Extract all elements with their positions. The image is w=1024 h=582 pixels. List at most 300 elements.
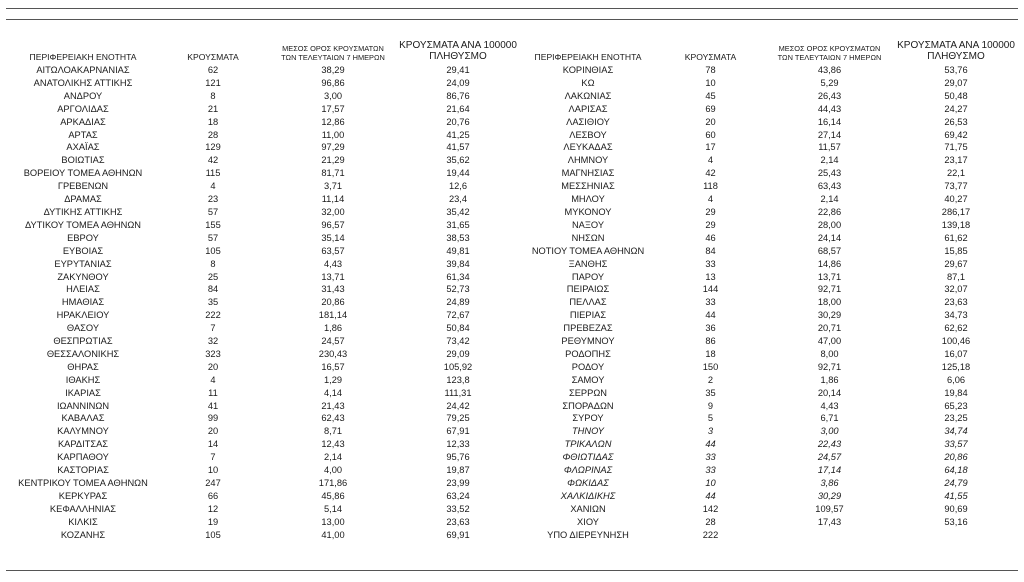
left-per100k-cell: 29,41 xyxy=(446,65,470,75)
right-cases-cell: 144 xyxy=(702,284,719,295)
right-cases-cell: 45 xyxy=(705,90,716,101)
table-row xyxy=(8,193,1016,206)
left-per100k-cell: 86,76 xyxy=(446,90,470,101)
right-cases-cell: 42 xyxy=(705,168,716,179)
left-per100k-cell: 69,91 xyxy=(446,529,470,540)
right-cases-cell: 10 xyxy=(705,77,716,88)
table-row xyxy=(8,116,1016,129)
right-per100k-cell: 71,75 xyxy=(944,142,968,153)
left-region-cell: ΔΥΤΙΚΟΥ ΤΟΜΕΑ ΑΘΗΝΩΝ xyxy=(24,219,142,230)
left-cases-cell: 35 xyxy=(207,297,219,308)
right-avg7-cell: 16,14 xyxy=(817,116,842,127)
left-avg7-cell: 96,57 xyxy=(321,219,345,230)
left-region-cell: ΙΘΑΚΗΣ xyxy=(65,374,101,385)
right-region-cell: ΦΘΙΩΤΙΔΑΣ xyxy=(562,452,614,463)
left-per100k-cell: 20,76 xyxy=(446,116,470,127)
right-avg7-cell: 43,86 xyxy=(817,65,842,75)
left-region-cell: ΗΛΕΙΑΣ xyxy=(66,284,100,295)
left-region-cell: ΘΑΣΟΥ xyxy=(66,323,100,334)
left-avg7-cell: 3,71 xyxy=(323,181,343,192)
left-avg7-cell: 16,57 xyxy=(321,361,345,372)
header-cases-left: ΚΡΟΥΣΜΑΤΑ xyxy=(187,52,239,62)
left-avg7-cell: 12,86 xyxy=(321,116,345,127)
left-cases-cell: 4 xyxy=(210,181,216,192)
right-cases-cell: 44 xyxy=(705,490,716,501)
right-region-cell: ΜΗΛΟΥ xyxy=(571,194,605,205)
table-row xyxy=(8,374,1016,387)
right-cases-cell: 86 xyxy=(705,336,716,347)
right-region-cell: ΛΑΡΙΣΑΣ xyxy=(568,103,608,114)
left-avg7-cell: 4,00 xyxy=(323,465,343,476)
right-avg7-cell: 8,00 xyxy=(820,348,839,359)
right-per100k-cell: 33,57 xyxy=(944,439,968,450)
right-per100k-cell xyxy=(896,529,1016,542)
right-per100k-cell: 125,18 xyxy=(941,361,971,372)
left-cases-cell: 42 xyxy=(207,155,219,166)
right-per100k-cell: 22,1 xyxy=(946,168,966,179)
left-cases-cell: 323 xyxy=(205,348,221,359)
left-cases-cell: 20 xyxy=(207,361,219,372)
right-cases-cell: 5 xyxy=(707,413,714,424)
right-avg7-cell: 92,71 xyxy=(817,284,842,295)
right-cases-cell: 18 xyxy=(705,348,716,359)
left-avg7-cell: 21,29 xyxy=(321,155,345,166)
top-rule xyxy=(6,8,1018,9)
left-per100k-cell: 52,73 xyxy=(446,284,470,295)
left-avg7-cell: 62,43 xyxy=(321,413,345,424)
left-per100k-cell: 23,99 xyxy=(446,478,470,488)
left-region-cell: ΑΝΔΡΟΥ xyxy=(63,90,103,101)
right-avg7-cell: 22,43 xyxy=(817,439,842,450)
table-row xyxy=(8,141,1016,154)
right-avg7-cell: 1,86 xyxy=(820,374,839,385)
table-row xyxy=(8,477,1016,490)
right-per100k-cell: 50,48 xyxy=(944,90,968,101)
left-cases-cell: 21 xyxy=(207,103,219,114)
left-region-cell: ΚΕΡΚΥΡΑΣ xyxy=(58,490,108,501)
right-avg7-cell: 17,14 xyxy=(817,465,842,476)
left-cases-cell: 19 xyxy=(207,516,219,527)
right-cases-cell: 33 xyxy=(705,452,716,463)
right-per100k-cell: 20,86 xyxy=(944,452,968,463)
right-cases-cell: 33 xyxy=(705,297,716,308)
left-per100k-cell: 111,31 xyxy=(444,387,472,398)
table-row xyxy=(8,335,1016,348)
right-per100k-cell: 34,73 xyxy=(944,310,968,321)
left-per100k-cell: 39,84 xyxy=(446,258,470,269)
header-per100k-left: ΚΡΟΥΣΜΑΤΑ ΑΝΑ 100000 ΠΛΗΘΥΣΜΟ xyxy=(399,40,517,62)
left-region-cell: ΚΑΒΑΛΑΣ xyxy=(61,413,105,424)
left-avg7-cell: 17,57 xyxy=(321,103,345,114)
left-avg7-cell: 13,00 xyxy=(321,516,345,527)
right-cases-cell: 29 xyxy=(705,206,716,217)
left-avg7-cell: 96,86 xyxy=(321,77,345,88)
right-per100k-cell: 100,46 xyxy=(941,336,971,347)
table-row xyxy=(8,361,1016,374)
right-cases-cell: 150 xyxy=(702,361,719,372)
left-region-cell: ΚΑΡΠΑΘΟΥ xyxy=(57,452,109,463)
left-cases-cell: 57 xyxy=(207,232,219,243)
left-per100k-cell: 63,24 xyxy=(446,490,470,501)
table-row xyxy=(8,309,1016,322)
left-region-cell: ΙΚΑΡΙΑΣ xyxy=(65,387,101,398)
left-per100k-cell: 50,84 xyxy=(446,323,470,334)
right-cases-cell: 2 xyxy=(707,374,714,385)
left-avg7-cell: 1,29 xyxy=(323,374,343,385)
left-region-cell: ΕΥΡΥΤΑΝΙΑΣ xyxy=(54,258,112,269)
right-avg7-cell: 3,86 xyxy=(820,478,839,488)
left-cases-cell: 41 xyxy=(207,400,219,411)
right-per100k-cell: 286,17 xyxy=(941,206,971,217)
left-cases-cell: 105 xyxy=(205,245,221,256)
left-avg7-cell: 4,14 xyxy=(323,387,343,398)
right-cases-cell: 69 xyxy=(705,103,716,114)
left-region-cell: ΚΟΖΑΝΗΣ xyxy=(60,529,106,540)
left-avg7-cell: 20,86 xyxy=(321,297,345,308)
left-cases-cell: 10 xyxy=(207,465,219,476)
cases-by-region-table xyxy=(8,40,1016,542)
table-row xyxy=(8,180,1016,193)
left-cases-cell: 8 xyxy=(210,258,216,269)
right-per100k-cell: 90,69 xyxy=(944,503,968,514)
left-per100k-cell: 35,42 xyxy=(446,206,470,217)
table-row xyxy=(8,103,1016,116)
table-row xyxy=(8,167,1016,180)
left-avg7-cell: 63,57 xyxy=(321,245,345,256)
right-per100k-cell: 23,63 xyxy=(944,297,968,308)
left-region-cell: ΚΕΝΤΡΙΚΟΥ ΤΟΜΕΑ ΑΘΗΝΩΝ xyxy=(18,478,148,488)
right-per100k-cell: 69,42 xyxy=(944,129,968,140)
table-row xyxy=(8,90,1016,103)
table-row xyxy=(8,258,1016,271)
right-region-cell: ΛΑΚΩΝΙΑΣ xyxy=(564,90,612,101)
right-avg7-cell: 4,43 xyxy=(820,400,839,411)
right-region-cell: ΠΑΡΟΥ xyxy=(571,271,605,282)
header-region-right: ΠΕΡΙΦΕΡΕΙΑΚΗ ΕΝΟΤΗΤΑ xyxy=(534,52,642,62)
right-region-cell: ΛΕΣΒΟΥ xyxy=(569,129,607,140)
left-region-cell: ΑΡΓΟΛΙΔΑΣ xyxy=(57,103,109,114)
right-avg7-cell: 14,86 xyxy=(817,258,842,269)
left-region-cell: ΗΜΑΘΙΑΣ xyxy=(61,297,105,308)
right-avg7-cell: 2,14 xyxy=(820,155,839,166)
left-region-cell: ΕΥΒΟΙΑΣ xyxy=(62,245,104,256)
left-region-cell: ΔΥΤΙΚΗΣ ΑΤΤΙΚΗΣ xyxy=(43,206,123,217)
right-per100k-cell: 53,16 xyxy=(944,516,968,527)
right-per100k-cell: 23,17 xyxy=(944,155,968,166)
left-avg7-cell: 2,14 xyxy=(323,452,343,463)
right-avg7-cell: 20,14 xyxy=(817,387,842,398)
right-per100k-cell: 64,18 xyxy=(944,465,968,476)
right-region-cell: ΛΗΜΝΟΥ xyxy=(567,155,609,166)
right-avg7-cell: 24,57 xyxy=(817,452,842,463)
left-cases-cell: 121 xyxy=(205,77,221,88)
right-avg7-cell: 20,71 xyxy=(817,323,842,334)
right-cases-cell: 78 xyxy=(705,65,716,75)
header-row xyxy=(8,40,1016,64)
right-avg7-cell: 27,14 xyxy=(817,129,842,140)
left-avg7-cell: 230,43 xyxy=(318,348,348,359)
table-row xyxy=(8,283,1016,296)
left-region-cell: ΓΡΕΒΕΝΩΝ xyxy=(57,181,109,192)
right-per100k-cell: 41,55 xyxy=(944,490,968,501)
table-row xyxy=(8,154,1016,167)
left-cases-cell: 4 xyxy=(210,374,216,385)
left-region-cell: ΘΕΣΠΡΩΤΙΑΣ xyxy=(53,336,113,347)
right-avg7-cell: 2,14 xyxy=(820,194,839,205)
left-avg7-cell: 38,29 xyxy=(321,65,345,75)
right-region-cell: ΦΩΚΙΔΑΣ xyxy=(567,478,609,488)
right-per100k-cell: 24,27 xyxy=(944,103,968,114)
header-per100k-right: ΚΡΟΥΣΜΑΤΑ ΑΝΑ 100000 ΠΛΗΘΥΣΜΟ xyxy=(897,40,1015,62)
left-per100k-cell: 23,63 xyxy=(446,516,470,527)
table-row xyxy=(8,412,1016,425)
right-region-cell: ΣΕΡΡΩΝ xyxy=(568,387,607,398)
left-per100k-cell: 79,25 xyxy=(446,413,470,424)
right-per100k-cell: 53,76 xyxy=(944,65,968,75)
right-avg7-cell: 30,29 xyxy=(817,490,842,501)
right-cases-cell: 29 xyxy=(705,219,716,230)
left-avg7-cell: 11,00 xyxy=(321,129,345,140)
right-avg7-cell: 18,00 xyxy=(817,297,842,308)
left-region-cell: ΑΡΤΑΣ xyxy=(68,129,98,140)
right-avg7-cell xyxy=(763,529,896,542)
left-region-cell: ΑΧΑΪΑΣ xyxy=(66,142,100,153)
left-per100k-cell: 38,53 xyxy=(446,232,470,243)
right-cases-cell: 60 xyxy=(705,129,716,140)
left-region-cell: ΚΑΡΔΙΤΣΑΣ xyxy=(57,439,109,450)
right-region-cell: ΡΟΔΟΥ xyxy=(571,361,605,372)
left-region-cell: ΑΙΤΩΛΟΑΚΑΡΝΑΝΙΑΣ xyxy=(36,65,130,75)
left-avg7-cell: 45,86 xyxy=(321,490,345,501)
left-region-cell: ΖΑΚΥΝΘΟΥ xyxy=(57,271,109,282)
right-avg7-cell: 28,00 xyxy=(817,219,842,230)
left-per100k-cell: 12,6 xyxy=(448,181,468,192)
left-per100k-cell: 123,8 xyxy=(446,374,470,385)
right-cases-cell: 9 xyxy=(707,400,714,411)
right-cases-cell: 13 xyxy=(705,271,716,282)
left-per100k-cell: 73,42 xyxy=(446,336,470,347)
left-avg7-cell: 171,86 xyxy=(318,478,348,488)
right-avg7-cell: 25,43 xyxy=(817,168,842,179)
right-region-cell: ΝΑΞΟΥ xyxy=(571,219,605,230)
right-avg7-cell: 47,00 xyxy=(817,336,842,347)
right-cases-cell: 33 xyxy=(705,258,716,269)
right-region-cell: ΠΕΛΛΑΣ xyxy=(569,297,607,308)
header-rule xyxy=(6,19,1018,20)
left-cases-cell: 12 xyxy=(207,503,219,514)
right-per100k-cell: 61,62 xyxy=(944,232,968,243)
right-cases-cell: 36 xyxy=(705,323,716,334)
table-row xyxy=(8,232,1016,245)
left-avg7-cell: 81,71 xyxy=(321,168,345,179)
left-cases-cell: 84 xyxy=(207,284,219,295)
table-row xyxy=(8,529,1016,542)
right-cases-cell: 33 xyxy=(705,465,716,476)
right-cases-cell: 84 xyxy=(705,245,716,256)
left-avg7-cell: 31,43 xyxy=(321,284,345,295)
left-region-cell: ΘΕΣΣΑΛΟΝΙΚΗΣ xyxy=(46,348,120,359)
left-per100k-cell: 67,91 xyxy=(446,426,470,437)
table-row xyxy=(8,503,1016,516)
table-row xyxy=(8,438,1016,451)
left-cases-cell: 14 xyxy=(207,439,219,450)
left-avg7-cell: 24,57 xyxy=(321,336,345,347)
left-cases-cell: 20 xyxy=(207,426,219,437)
left-cases-cell: 25 xyxy=(207,271,219,282)
left-avg7-cell: 4,43 xyxy=(323,258,343,269)
left-cases-cell: 105 xyxy=(205,529,221,540)
right-region-cell: ΚΩ xyxy=(581,77,595,88)
right-per100k-cell: 65,23 xyxy=(944,400,968,411)
table-row xyxy=(8,219,1016,232)
right-avg7-cell: 3,00 xyxy=(820,426,839,437)
left-cases-cell: 222 xyxy=(205,310,221,321)
right-cases-cell: 10 xyxy=(705,478,716,488)
left-cases-cell: 18 xyxy=(207,116,219,127)
right-cases-cell: 35 xyxy=(705,387,716,398)
right-cases-cell: 28 xyxy=(705,516,716,527)
left-avg7-cell: 11,14 xyxy=(321,194,345,205)
table-row xyxy=(8,516,1016,529)
right-per100k-cell: 16,07 xyxy=(944,348,968,359)
right-avg7-cell: 68,57 xyxy=(817,245,842,256)
left-cases-cell: 28 xyxy=(207,129,219,140)
left-per100k-cell: 12,33 xyxy=(446,439,470,450)
right-per100k-cell: 24,79 xyxy=(944,478,968,488)
right-cases-cell: 44 xyxy=(705,439,716,450)
right-per100k-cell: 87,1 xyxy=(946,271,966,282)
right-avg7-cell: 63,43 xyxy=(817,181,842,192)
right-region-cell: ΡΕΘΥΜΝΟΥ xyxy=(561,336,615,347)
right-region-cell: ΦΛΩΡΙΝΑΣ xyxy=(563,465,613,476)
left-cases-cell: 57 xyxy=(207,206,219,217)
right-region-cell: ΡΟΔΟΠΗΣ xyxy=(565,348,611,359)
right-per100k-cell: 73,77 xyxy=(944,181,968,192)
left-region-cell: ΘΗΡΑΣ xyxy=(67,361,99,372)
left-avg7-cell: 21,43 xyxy=(321,400,345,411)
left-per100k-cell: 19,44 xyxy=(446,168,470,179)
left-per100k-cell: 31,65 xyxy=(446,219,470,230)
right-cases-cell: 222 xyxy=(702,529,719,540)
left-per100k-cell: 24,89 xyxy=(446,297,470,308)
right-cases-cell: 44 xyxy=(705,310,716,321)
right-per100k-cell: 19,84 xyxy=(944,387,968,398)
right-region-cell: ΤΗΝΟΥ xyxy=(571,426,605,437)
right-cases-cell: 142 xyxy=(702,503,719,514)
right-cases-cell: 4 xyxy=(707,155,714,166)
table-row xyxy=(8,129,1016,142)
left-region-cell: ΒΟΡΕΙΟΥ ΤΟΜΕΑ ΑΘΗΝΩΝ xyxy=(23,168,143,179)
table-row xyxy=(8,464,1016,477)
right-avg7-cell: 11,57 xyxy=(818,142,841,153)
right-avg7-cell: 5,29 xyxy=(820,77,839,88)
right-avg7-cell: 6,71 xyxy=(820,413,839,424)
left-cases-cell: 155 xyxy=(205,219,221,230)
table-row xyxy=(8,348,1016,361)
table-row xyxy=(8,425,1016,438)
table-row xyxy=(8,387,1016,400)
right-avg7-cell: 24,14 xyxy=(817,232,842,243)
left-cases-cell: 66 xyxy=(207,490,219,501)
table-row xyxy=(8,64,1016,77)
right-region-cell: ΜΥΚΟΝΟΥ xyxy=(564,206,612,217)
left-per100k-cell: 24,42 xyxy=(446,400,470,411)
right-region-cell: ΞΑΝΘΗΣ xyxy=(568,258,608,269)
left-cases-cell: 23 xyxy=(207,194,219,205)
right-per100k-cell: 23,25 xyxy=(944,413,968,424)
right-avg7-cell: 17,43 xyxy=(817,516,842,527)
left-avg7-cell: 32,00 xyxy=(321,206,345,217)
left-region-cell: ΗΡΑΚΛΕΙΟΥ xyxy=(56,310,110,321)
left-per100k-cell: 35,62 xyxy=(446,155,470,166)
left-avg7-cell: 5,14 xyxy=(323,503,343,514)
left-per100k-cell: 49,81 xyxy=(446,245,470,256)
header-cases-right: ΚΡΟΥΣΜΑΤΑ xyxy=(684,52,737,62)
right-cases-cell: 20 xyxy=(705,116,716,127)
table-row xyxy=(8,296,1016,309)
table-row xyxy=(8,77,1016,90)
right-per100k-cell: 15,85 xyxy=(944,245,968,256)
right-cases-cell: 118 xyxy=(703,181,718,192)
left-region-cell: ΚΕΦΑΛΛΗΝΙΑΣ xyxy=(49,503,117,514)
right-avg7-cell: 44,43 xyxy=(817,103,842,114)
right-region-cell: ΣΥΡΟΥ xyxy=(572,413,604,424)
left-avg7-cell: 1,86 xyxy=(323,323,343,334)
right-cases-cell: 3 xyxy=(707,426,714,437)
right-avg7-cell: 26,43 xyxy=(817,90,842,101)
left-region-cell: ΕΒΡΟΥ xyxy=(67,232,99,243)
right-per100k-cell: 29,07 xyxy=(944,77,968,88)
header-avg7-right: ΜΕΣΟΣ ΟΡΟΣ ΚΡΟΥΣΜΑΤΩΝ ΤΩΝ ΤΕΛΕΥΤΑΙΩΝ 7 ΗΜΕΡΩΝ xyxy=(777,44,882,62)
right-region-cell: ΠΙΕΡΙΑΣ xyxy=(569,310,607,321)
left-per100k-cell: 23,4 xyxy=(448,194,468,205)
right-per100k-cell: 62,62 xyxy=(944,323,968,334)
left-cases-cell: 11 xyxy=(208,387,218,398)
left-avg7-cell: 41,00 xyxy=(321,529,345,540)
left-per100k-cell: 72,67 xyxy=(446,310,470,321)
right-region-cell: ΧΑΛΚΙΔΙΚΗΣ xyxy=(560,490,616,501)
right-region-cell: ΜΕΣΣΗΝΙΑΣ xyxy=(561,181,615,192)
right-per100k-cell: 32,07 xyxy=(944,284,968,295)
left-avg7-cell: 8,71 xyxy=(323,426,343,437)
right-region-cell: ΥΠΟ ΔΙΕΡΕΥΝΗΣΗ xyxy=(547,529,629,540)
header-region-left: ΠΕΡΙΦΕΡΕΙΑΚΗ ΕΝΟΤΗΤΑ xyxy=(29,52,137,62)
right-region-cell: ΣΑΜΟΥ xyxy=(571,374,605,385)
left-avg7-cell: 12,43 xyxy=(321,439,345,450)
right-avg7-cell: 92,71 xyxy=(817,361,842,372)
right-region-cell: ΚΟΡΙΝΘΙΑΣ xyxy=(562,65,614,75)
right-per100k-cell: 29,67 xyxy=(944,258,968,269)
left-region-cell: ΑΡΚΑΔΙΑΣ xyxy=(60,116,106,127)
table-row xyxy=(8,400,1016,413)
table-row xyxy=(8,322,1016,335)
left-avg7-cell: 3,00 xyxy=(323,90,343,101)
right-avg7-cell: 22,86 xyxy=(817,206,842,217)
table-row xyxy=(8,490,1016,503)
right-per100k-cell: 139,18 xyxy=(941,219,971,230)
left-region-cell: ΙΩΑΝΝΙΝΩΝ xyxy=(56,400,110,411)
left-per100k-cell: 105,92 xyxy=(443,361,473,372)
right-per100k-cell: 26,53 xyxy=(944,116,968,127)
right-avg7-cell: 109,57 xyxy=(815,503,844,514)
right-region-cell: ΤΡΙΚΑΛΩΝ xyxy=(564,439,612,450)
left-region-cell: ΚΑΛΥΜΝΟΥ xyxy=(57,426,109,437)
right-region-cell: ΜΑΓΝΗΣΙΑΣ xyxy=(561,168,615,179)
left-avg7-cell: 13,71 xyxy=(321,271,345,282)
left-region-cell: ΒΟΙΩΤΙΑΣ xyxy=(61,155,105,166)
left-avg7-cell: 97,29 xyxy=(321,142,345,153)
left-per100k-cell: 33,52 xyxy=(446,503,470,514)
